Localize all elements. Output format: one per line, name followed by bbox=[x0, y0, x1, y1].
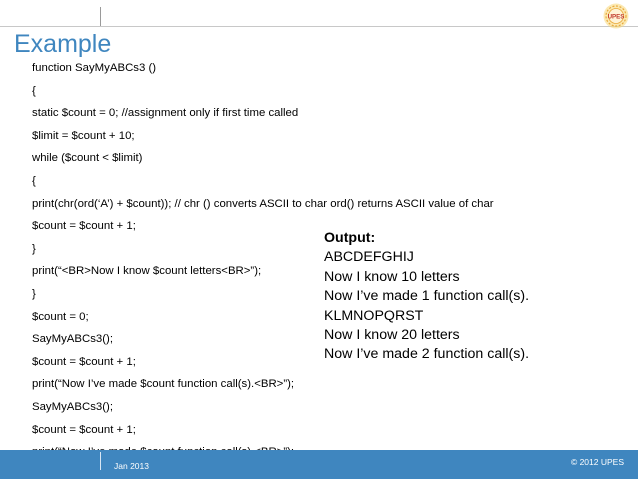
code-line: { bbox=[32, 84, 36, 97]
code-line: $count = 0; bbox=[32, 310, 89, 323]
code-line: print(“<BR>Now I know $count letters<BR>”); bbox=[32, 265, 262, 278]
header-rule bbox=[0, 26, 638, 27]
logo-lettering: UPES bbox=[607, 13, 625, 21]
footer-divider-tick bbox=[100, 452, 101, 470]
code-line: $limit = $count + 10; bbox=[32, 129, 135, 142]
output-heading: Output: bbox=[324, 230, 376, 246]
upes-logo-icon bbox=[598, 2, 634, 30]
code-line: { bbox=[32, 174, 36, 187]
code-line: SayMyABCs3(); bbox=[32, 400, 114, 413]
code-line: $count = $count + 1; bbox=[32, 423, 136, 436]
output-panel bbox=[324, 229, 529, 365]
code-line: function SayMyABCs3 () bbox=[32, 62, 157, 74]
code-line: print(“Now I’ve made $count function call(s).<BR>”); bbox=[32, 378, 295, 391]
code-line: $count = $count + 1; bbox=[32, 220, 136, 233]
code-line: static $count = 0; //assignment only if first time called bbox=[32, 107, 299, 120]
code-line: $count = $count + 1; bbox=[32, 355, 136, 368]
footer-copyright: © 2012 UPES bbox=[570, 457, 624, 467]
code-line: } bbox=[32, 242, 36, 255]
header-divider-tick bbox=[100, 7, 101, 26]
footer-date: Jan 2013 bbox=[114, 461, 149, 471]
output-line: Now I know 20 letters bbox=[324, 327, 460, 344]
code-line: SayMyABCs3(); bbox=[32, 333, 114, 346]
slide-title: Example bbox=[14, 30, 112, 58]
footer-band bbox=[0, 450, 638, 479]
code-line: } bbox=[32, 287, 36, 300]
output-line: Now I’ve made 2 function call(s). bbox=[324, 346, 530, 363]
code-line: print(chr(ord(‘A’) + $count)); // chr () converts ASCII to char ord() returns ASCII value of char bbox=[32, 197, 494, 210]
output-line: Now I know 10 letters bbox=[324, 268, 460, 285]
code-line: while ($count < $limit) bbox=[32, 152, 143, 165]
output-line: Now I’ve made 1 function call(s). bbox=[324, 288, 530, 305]
output-line: KLMNOPQRST bbox=[324, 307, 424, 324]
output-line: ABCDEFGHIJ bbox=[324, 249, 414, 266]
